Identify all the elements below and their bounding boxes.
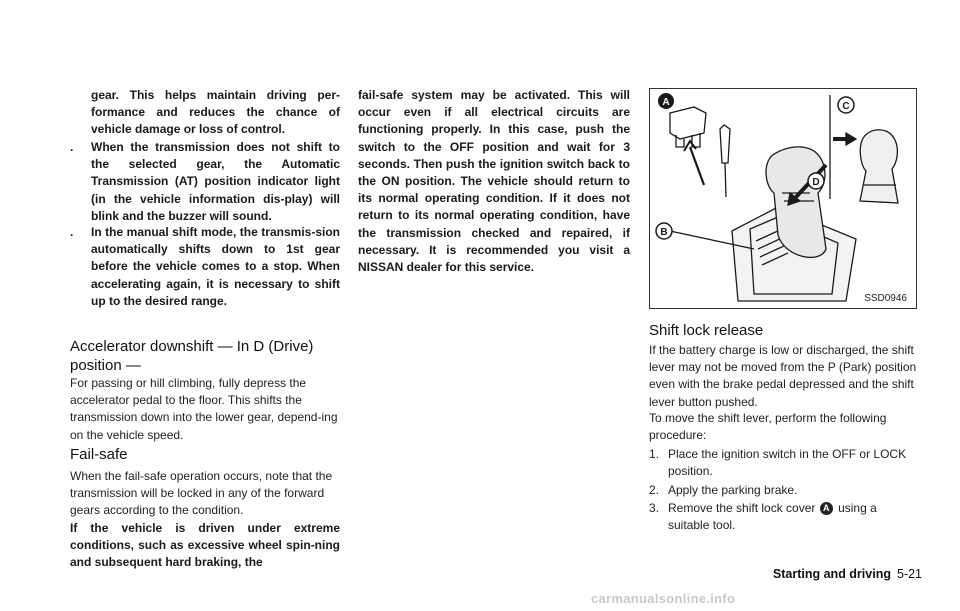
bullet-dot: . [70,225,74,239]
failsafe-paragraph: When the fail-safe operation occurs, note that the transmission will be locked in any of the forward gears according to the condition. [70,469,333,518]
continuation-text: gear. This helps maintain driving per-formance and reduces the chance of vehicle damage or loss of control. [91,88,340,137]
step-number: 1. [649,447,660,461]
step-number: 3. [649,501,660,515]
bullet-dot: . [70,140,74,154]
figure-code: SSD0946 [864,293,907,304]
step-text-after: using a suitable tool. [668,501,877,533]
step-3 [649,500,917,534]
step-text: Apply the parking brake. [668,483,798,497]
step-1 [649,446,917,480]
heading-accelerator-downshift: Accelerator downshift — In D (Drive) position — [70,338,314,374]
callout-c: C [842,101,850,112]
shift-lock-paragraph-2: To move the shift lever, perform the following procedure: [649,411,887,443]
callout-a: A [662,97,670,108]
failsafe-warning-text: If the vehicle is driven under extreme conditions, such as excessive wheel spin-ning and subsequent hard braking, the [70,521,340,570]
heading-fail-safe: Fail-safe [70,446,128,463]
step-2 [649,482,917,499]
bullet-text: When the transmission does not shift to the selected gear, the Automatic Transmission (AT) position indicator light (in the vehicle information dis-play) will blink and the buzzer will sound. [91,140,340,223]
bullet-item-manual-mode [70,224,340,310]
bullet-text: In the manual shift mode, the transmis-sion automatically shifts down to 1st gear before the vehicle comes to a stop. When accelerating again, it is necessary to shift up to the desired range. [91,225,340,308]
callout-d: D [812,177,820,188]
step-text: Place the ignition switch in the OFF or LOCK position. [668,447,907,479]
page-number: 5-21 [896,567,922,581]
step-number: 2. [649,483,660,497]
shift-lock-illustration [649,88,917,309]
shift-lever-drawing [650,89,918,310]
step-text-before: Remove the shift lock cover [668,501,816,515]
failsafe-continued-text: fail-safe system may be activated. This will occur even if all electrical circuits are functioning properly. In this case, push the switch to the OFF position and wait for 3 seconds. Then push the ignition switch back to the ON position. The vehicle should return to its normal operating condition. If it does not return to its normal operating condition, have the transmission checked and repaired, if necessary. It is recommended you visit a NISSAN dealer for this service. [358,88,630,275]
shift-lock-paragraph-1: If the battery charge is low or discharged, the shift lever may not be moved from the P (Park) position even with the brake pedal depressed and the shift lever button pushed. [649,343,917,409]
heading-shift-lock-release: Shift lock release [649,322,764,339]
page-footer [773,567,922,581]
downshift-paragraph: For passing or hill climbing, fully depress the accelerator pedal to the floor. This shifts the transmission down into the lower gear, depend-ing on the vehicle speed. [70,376,338,442]
bullet-item-blink-indicator [70,139,340,225]
footer-section-title: Starting and driving [772,567,891,581]
watermark: carmanualsonline.info [591,591,736,606]
callout-a-inline: A [820,502,833,515]
callout-b: B [660,227,668,238]
